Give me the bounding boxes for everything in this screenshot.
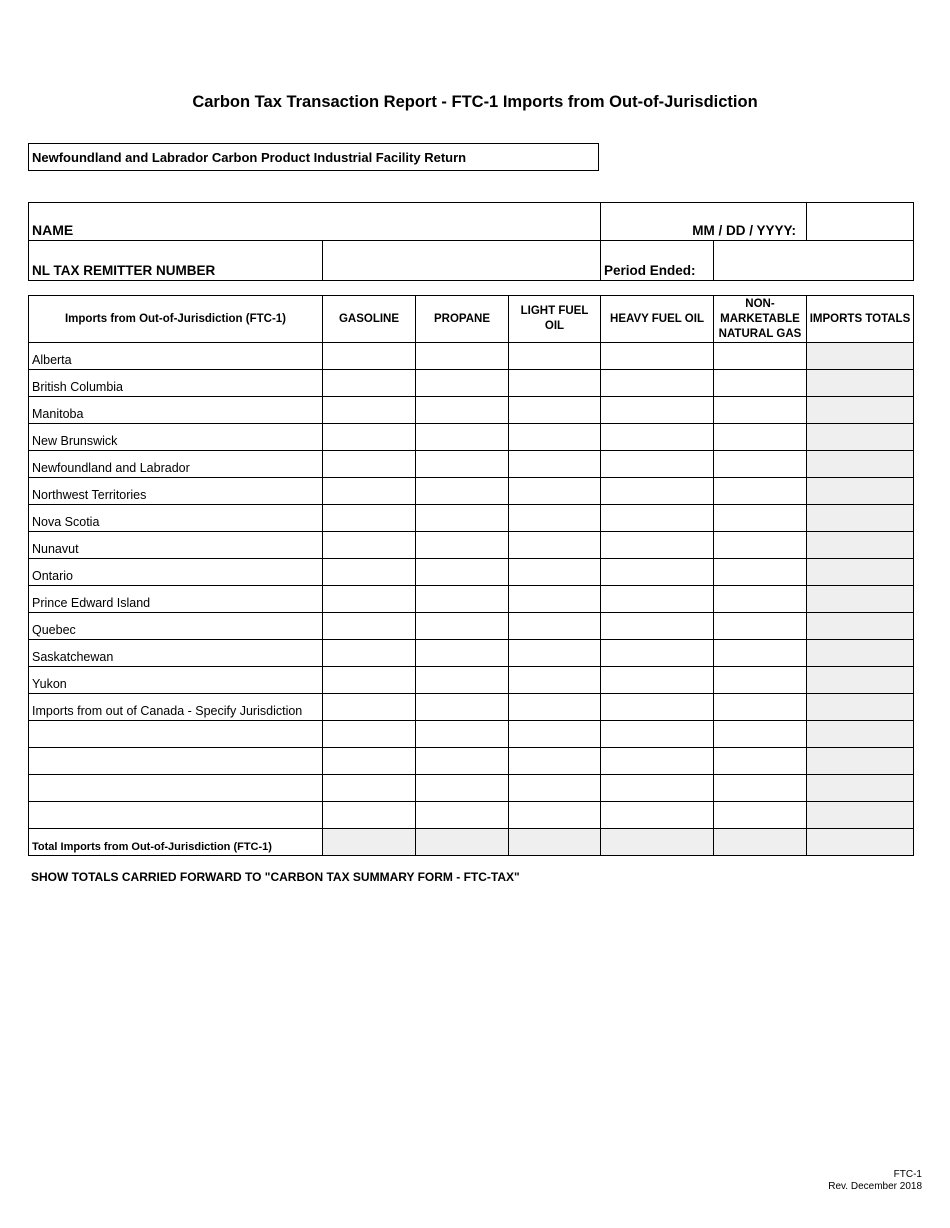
row-total-cell[interactable] xyxy=(807,775,914,802)
gasoline-cell[interactable] xyxy=(323,748,416,775)
jurisdiction-input[interactable] xyxy=(29,721,323,748)
light-fuel-oil-cell[interactable] xyxy=(509,532,601,559)
natural-gas-cell[interactable] xyxy=(714,343,807,370)
natural-gas-cell[interactable] xyxy=(714,640,807,667)
total-row xyxy=(29,829,914,856)
propane-cell[interactable] xyxy=(416,586,509,613)
row-total-cell[interactable] xyxy=(807,694,914,721)
natural-gas-cell[interactable] xyxy=(714,613,807,640)
row-total-cell[interactable] xyxy=(807,613,914,640)
jurisdiction-label: Ontario xyxy=(29,559,323,586)
jurisdiction-label: Newfoundland and Labrador xyxy=(29,451,323,478)
jurisdiction-label: Alberta xyxy=(29,343,323,370)
heavy-fuel-oil-cell[interactable] xyxy=(601,478,714,505)
page-title: Carbon Tax Transaction Report - FTC-1 Imports from Out-of-Jurisdiction xyxy=(192,93,758,111)
row-total-cell[interactable] xyxy=(807,721,914,748)
light-fuel-oil-cell[interactable] xyxy=(509,559,601,586)
name-label: NAME xyxy=(32,222,74,238)
natural-gas-cell[interactable] xyxy=(714,559,807,586)
natural-gas-cell[interactable] xyxy=(714,721,807,748)
taxpayer-info-table xyxy=(28,202,914,281)
table-row xyxy=(29,586,914,613)
propane-cell[interactable] xyxy=(416,397,509,424)
propane-cell[interactable] xyxy=(416,613,509,640)
period-ended-input[interactable] xyxy=(714,241,914,281)
gasoline-cell[interactable] xyxy=(323,586,416,613)
imports-table xyxy=(28,295,914,856)
table-row xyxy=(29,478,914,505)
natural-gas-cell[interactable] xyxy=(714,424,807,451)
total-gasoline-cell[interactable] xyxy=(323,829,416,856)
light-fuel-oil-cell[interactable] xyxy=(509,667,601,694)
natural-gas-cell[interactable] xyxy=(714,802,807,829)
heavy-fuel-oil-cell[interactable] xyxy=(601,721,714,748)
form-code: FTC-1 xyxy=(893,1169,922,1180)
table-row xyxy=(29,613,914,640)
table-row xyxy=(29,802,914,829)
light-fuel-oil-cell[interactable] xyxy=(509,478,601,505)
light-fuel-oil-cell[interactable] xyxy=(509,775,601,802)
propane-cell[interactable] xyxy=(416,532,509,559)
light-fuel-oil-cell[interactable] xyxy=(509,640,601,667)
table-row xyxy=(29,559,914,586)
gasoline-cell[interactable] xyxy=(323,397,416,424)
jurisdiction-label: Prince Edward Island xyxy=(29,586,323,613)
row-total-cell[interactable] xyxy=(807,478,914,505)
natural-gas-cell[interactable] xyxy=(714,667,807,694)
heavy-fuel-oil-cell[interactable] xyxy=(601,775,714,802)
carry-forward-note: SHOW TOTALS CARRIED FORWARD TO "CARBON TAX SUMMARY FORM - FTC-TAX" xyxy=(31,870,520,884)
light-fuel-oil-cell[interactable] xyxy=(509,694,601,721)
table-row xyxy=(29,694,914,721)
natural-gas-cell[interactable] xyxy=(714,694,807,721)
light-fuel-oil-cell[interactable] xyxy=(509,343,601,370)
natural-gas-cell[interactable] xyxy=(714,505,807,532)
gasoline-cell[interactable] xyxy=(323,424,416,451)
table-row xyxy=(29,397,914,424)
natural-gas-cell[interactable] xyxy=(714,478,807,505)
jurisdiction-input[interactable] xyxy=(29,775,323,802)
light-fuel-oil-cell[interactable] xyxy=(509,721,601,748)
row-total-cell[interactable] xyxy=(807,505,914,532)
propane-cell[interactable] xyxy=(416,451,509,478)
heavy-fuel-oil-cell[interactable] xyxy=(601,343,714,370)
jurisdiction-input[interactable] xyxy=(29,748,323,775)
jurisdiction-label: Nunavut xyxy=(29,532,323,559)
row-total-cell[interactable] xyxy=(807,748,914,775)
propane-cell[interactable] xyxy=(416,775,509,802)
heavy-fuel-oil-cell[interactable] xyxy=(601,370,714,397)
gasoline-cell[interactable] xyxy=(323,775,416,802)
total-natural-gas-cell[interactable] xyxy=(714,829,807,856)
col-header-gasoline: GASOLINE xyxy=(323,296,416,343)
row-total-cell[interactable] xyxy=(807,451,914,478)
jurisdiction-label: Nova Scotia xyxy=(29,505,323,532)
heavy-fuel-oil-cell[interactable] xyxy=(601,397,714,424)
light-fuel-oil-cell[interactable] xyxy=(509,424,601,451)
gasoline-cell[interactable] xyxy=(323,505,416,532)
gasoline-cell[interactable] xyxy=(323,667,416,694)
table-row xyxy=(29,748,914,775)
light-fuel-oil-cell[interactable] xyxy=(509,586,601,613)
name-field[interactable] xyxy=(29,203,601,241)
table-row xyxy=(29,343,914,370)
gasoline-cell[interactable] xyxy=(323,640,416,667)
heavy-fuel-oil-cell[interactable] xyxy=(601,586,714,613)
table-row xyxy=(29,721,914,748)
gasoline-cell[interactable] xyxy=(323,613,416,640)
natural-gas-cell[interactable] xyxy=(714,748,807,775)
propane-cell[interactable] xyxy=(416,802,509,829)
light-fuel-oil-cell[interactable] xyxy=(509,613,601,640)
light-fuel-oil-cell[interactable] xyxy=(509,370,601,397)
natural-gas-cell[interactable] xyxy=(714,775,807,802)
gasoline-cell[interactable] xyxy=(323,451,416,478)
total-row-label: Total Imports from Out-of-Jurisdiction (FTC-1) xyxy=(29,829,323,856)
col-header-natural-gas: NON-MARKETABLE NATURAL GAS xyxy=(714,296,807,343)
heavy-fuel-oil-cell[interactable] xyxy=(601,559,714,586)
gasoline-cell[interactable] xyxy=(323,478,416,505)
heavy-fuel-oil-cell[interactable] xyxy=(601,802,714,829)
row-total-cell[interactable] xyxy=(807,559,914,586)
gasoline-cell[interactable] xyxy=(323,532,416,559)
table-row xyxy=(29,640,914,667)
heavy-fuel-oil-cell[interactable] xyxy=(601,505,714,532)
row-total-cell[interactable] xyxy=(807,640,914,667)
light-fuel-oil-cell[interactable] xyxy=(509,802,601,829)
propane-cell[interactable] xyxy=(416,667,509,694)
table-row xyxy=(29,424,914,451)
table-row xyxy=(29,451,914,478)
light-fuel-oil-cell[interactable] xyxy=(509,505,601,532)
table-row xyxy=(29,667,914,694)
jurisdiction-label: Yukon xyxy=(29,667,323,694)
col-header-heavy-fuel-oil: HEAVY FUEL OIL xyxy=(601,296,714,343)
gasoline-cell[interactable] xyxy=(323,802,416,829)
col-header-propane: PROPANE xyxy=(416,296,509,343)
date-input[interactable] xyxy=(807,203,914,241)
jurisdiction-label: Northwest Territories xyxy=(29,478,323,505)
total-heavy-fuel-oil-cell[interactable] xyxy=(601,829,714,856)
propane-cell[interactable] xyxy=(416,640,509,667)
row-total-cell[interactable] xyxy=(807,343,914,370)
natural-gas-cell[interactable] xyxy=(714,397,807,424)
grand-total-cell[interactable] xyxy=(807,829,914,856)
propane-cell[interactable] xyxy=(416,694,509,721)
total-light-fuel-oil-cell[interactable] xyxy=(509,829,601,856)
jurisdiction-input[interactable] xyxy=(29,802,323,829)
col-header-imports-totals: IMPORTS TOTALS xyxy=(807,296,914,343)
table-row xyxy=(29,775,914,802)
row-total-cell[interactable] xyxy=(807,667,914,694)
form-footer xyxy=(828,1169,922,1193)
table-row xyxy=(29,505,914,532)
gasoline-cell[interactable] xyxy=(323,721,416,748)
propane-cell[interactable] xyxy=(416,559,509,586)
total-propane-cell[interactable] xyxy=(416,829,509,856)
natural-gas-cell[interactable] xyxy=(714,451,807,478)
heavy-fuel-oil-cell[interactable] xyxy=(601,667,714,694)
light-fuel-oil-cell[interactable] xyxy=(509,397,601,424)
heavy-fuel-oil-cell[interactable] xyxy=(601,640,714,667)
jurisdiction-label: Imports from out of Canada - Specify Jurisdiction xyxy=(29,694,323,721)
propane-cell[interactable] xyxy=(416,343,509,370)
natural-gas-cell[interactable] xyxy=(714,586,807,613)
jurisdiction-label: Manitoba xyxy=(29,397,323,424)
heavy-fuel-oil-cell[interactable] xyxy=(601,694,714,721)
row-total-cell[interactable] xyxy=(807,424,914,451)
jurisdiction-label: British Columbia xyxy=(29,370,323,397)
gasoline-cell[interactable] xyxy=(323,370,416,397)
gasoline-cell[interactable] xyxy=(323,559,416,586)
jurisdiction-label: New Brunswick xyxy=(29,424,323,451)
date-label: MM / DD / YYYY: xyxy=(601,203,807,241)
propane-cell[interactable] xyxy=(416,370,509,397)
heavy-fuel-oil-cell[interactable] xyxy=(601,424,714,451)
jurisdiction-label: Saskatchewan xyxy=(29,640,323,667)
light-fuel-oil-cell[interactable] xyxy=(509,748,601,775)
heavy-fuel-oil-cell[interactable] xyxy=(601,748,714,775)
heavy-fuel-oil-cell[interactable] xyxy=(601,532,714,559)
natural-gas-cell[interactable] xyxy=(714,370,807,397)
gasoline-cell[interactable] xyxy=(323,343,416,370)
propane-cell[interactable] xyxy=(416,505,509,532)
remitter-number-input[interactable] xyxy=(323,241,601,281)
propane-cell[interactable] xyxy=(416,721,509,748)
natural-gas-cell[interactable] xyxy=(714,532,807,559)
col-header-jurisdiction: Imports from Out-of-Jurisdiction (FTC-1) xyxy=(29,296,323,343)
row-total-cell[interactable] xyxy=(807,532,914,559)
col-header-light-fuel-oil: LIGHT FUEL OIL xyxy=(509,296,601,343)
row-total-cell[interactable] xyxy=(807,370,914,397)
propane-cell[interactable] xyxy=(416,424,509,451)
row-total-cell[interactable] xyxy=(807,397,914,424)
propane-cell[interactable] xyxy=(416,478,509,505)
remitter-number-label: NL TAX REMITTER NUMBER xyxy=(29,241,323,281)
return-type-box: Newfoundland and Labrador Carbon Product Industrial Facility Return xyxy=(28,143,599,171)
propane-cell[interactable] xyxy=(416,748,509,775)
period-ended-label: Period Ended: xyxy=(601,241,714,281)
table-row xyxy=(29,370,914,397)
gasoline-cell[interactable] xyxy=(323,694,416,721)
form-revision: Rev. December 2018 xyxy=(828,1181,922,1192)
jurisdiction-label: Quebec xyxy=(29,613,323,640)
row-total-cell[interactable] xyxy=(807,586,914,613)
light-fuel-oil-cell[interactable] xyxy=(509,451,601,478)
table-row xyxy=(29,532,914,559)
heavy-fuel-oil-cell[interactable] xyxy=(601,613,714,640)
row-total-cell[interactable] xyxy=(807,802,914,829)
heavy-fuel-oil-cell[interactable] xyxy=(601,451,714,478)
